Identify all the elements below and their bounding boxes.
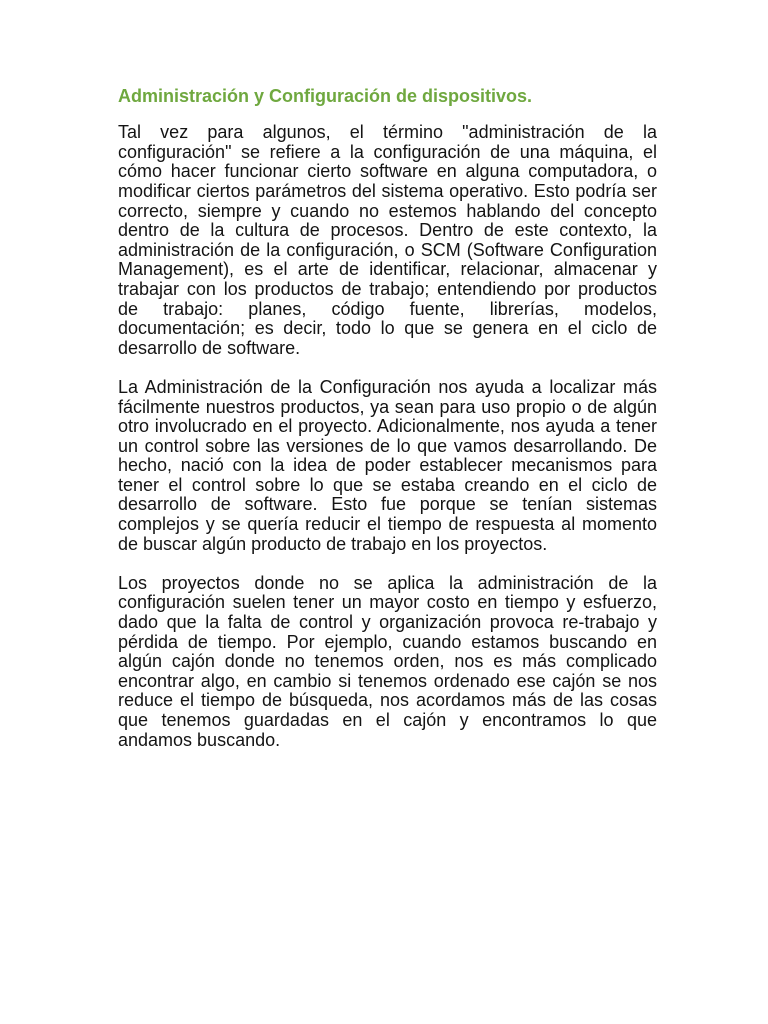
paragraph — [118, 574, 657, 750]
text-line: Management), es el arte de identificar, relacionar, almacenar y — [118, 259, 657, 280]
paragraph — [118, 123, 657, 358]
text-line: configuración" se refiere a la configuración de una máquina, el — [118, 141, 657, 162]
text-line: un control sobre las versiones de lo que vamos desarrollando. De — [118, 435, 657, 456]
text-line: desarrollo de software. Esto fue porque se tenían sistemas — [118, 494, 657, 515]
text-line: complejos y se quería reducir el tiempo de respuesta al momento — [118, 514, 657, 535]
text-line: documentación; es decir, todo lo que se genera en el ciclo de — [118, 318, 657, 339]
text-line: Tal vez para algunos, el término "administración de la — [118, 122, 657, 143]
text-line: tener el control sobre lo que se estaba creando en el ciclo de — [118, 474, 657, 495]
text-line: pérdida de tiempo. Por ejemplo, cuando estamos buscando en — [118, 631, 657, 652]
text-line: administración de la configuración, o SCM (Software Configuration — [118, 239, 657, 260]
document-body — [118, 123, 657, 770]
text-line: modificar ciertos parámetros del sistema operativo. Esto podría ser — [118, 180, 657, 201]
text-line: hecho, nació con la idea de poder establecer mecanismos para — [118, 455, 657, 476]
text-line: otro involucrado en el proyecto. Adicionalmente, nos ayuda a tener — [118, 416, 657, 437]
text-line: trabajar con los productos de trabajo; entendiendo por productos — [118, 278, 657, 299]
text-line: reduce el tiempo de búsqueda, nos acordamos más de las cosas — [118, 690, 657, 711]
text-line: La Administración de la Configuración nos ayuda a localizar más — [118, 376, 657, 397]
text-line: cómo hacer funcionar cierto software en alguna computadora, o — [118, 161, 657, 182]
text-line: dado que la falta de control y organización provoca re-trabajo y — [118, 612, 657, 633]
text-line: fácilmente nuestros productos, ya sean para uso propio o de algún — [118, 396, 657, 417]
text-line: de buscar algún producto de trabajo en los proyectos. — [118, 533, 548, 554]
paragraph — [118, 378, 657, 554]
text-line: que tenemos guardadas en el cajón y encontramos lo que — [118, 710, 657, 730]
document-title: Administración y Configuración de dispositivos. — [118, 86, 533, 106]
text-line: dentro de la cultura de procesos. Dentro de este contexto, la — [118, 220, 657, 241]
text-line: encontrar algo, en cambio si tenemos ordenado ese cajón se nos — [118, 670, 657, 691]
text-line: andamos buscando. — [118, 729, 281, 750]
text-line: correcto, siempre y cuando no estemos hablando del concepto — [118, 200, 657, 221]
text-line: desarrollo de software. — [118, 337, 301, 358]
text-line: algún cajón donde no tenemos orden, nos es más complicado — [118, 651, 657, 672]
text-line: configuración suelen tener un mayor costo en tiempo y esfuerzo, — [118, 592, 657, 613]
text-line: Los proyectos donde no se aplica la administración de la — [118, 572, 657, 593]
text-line: de trabajo: planes, código fuente, librerías, modelos, — [118, 298, 657, 319]
